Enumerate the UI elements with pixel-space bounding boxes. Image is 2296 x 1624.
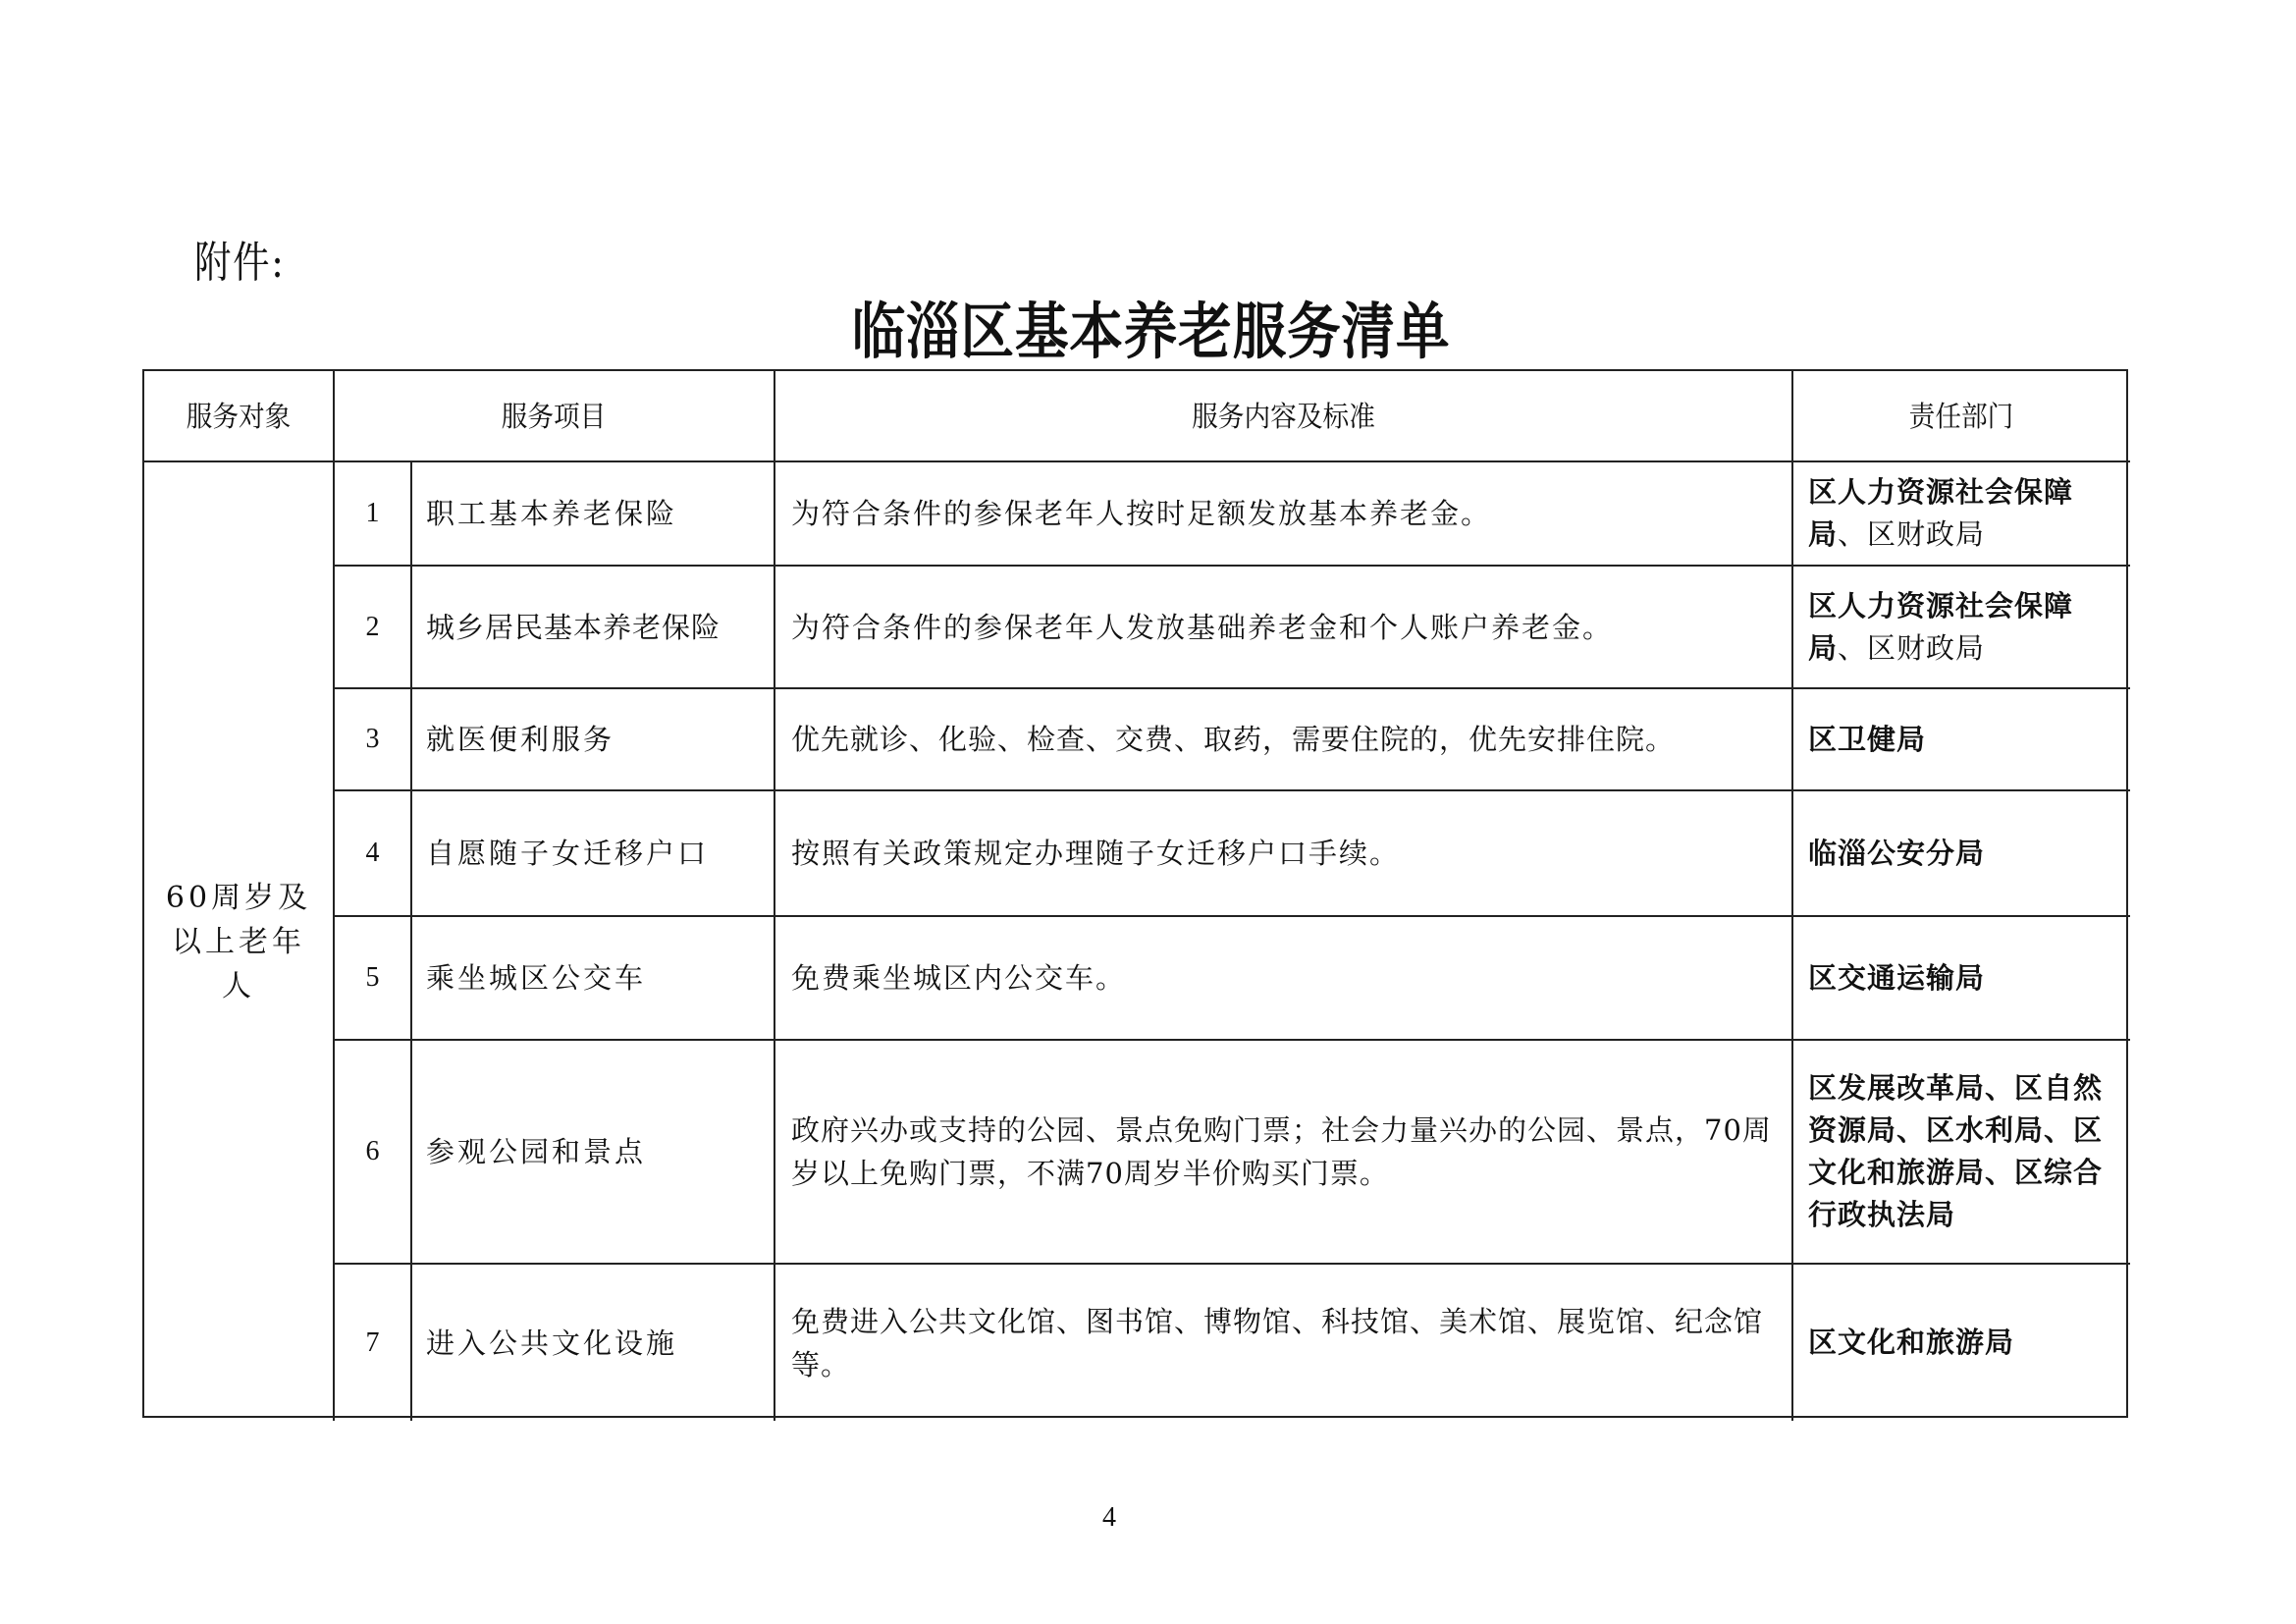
department-primary: 临淄公安分局 xyxy=(1808,836,1986,870)
row-number: 3 xyxy=(335,689,412,791)
responsible-department xyxy=(1793,462,2130,567)
service-item: 自愿随子女迁移户口 xyxy=(412,791,775,917)
service-item: 城乡居民基本养老保险 xyxy=(412,567,775,689)
document-title xyxy=(0,295,2296,369)
service-content: 为符合条件的参保老年人按时足额发放基本养老金。 xyxy=(775,462,1793,567)
service-content: 免费进入公共文化馆、图书馆、博物馆、科技馆、美术馆、展览馆、纪念馆等。 xyxy=(775,1265,1793,1421)
department-primary: 区卫健局 xyxy=(1808,722,1927,756)
department-primary: 区人力资源社会保障局 xyxy=(1808,588,2074,665)
responsible-department xyxy=(1793,1041,2130,1265)
header-service-target xyxy=(144,371,335,462)
header-department xyxy=(1793,371,2130,462)
responsible-department xyxy=(1793,917,2130,1041)
service-content: 免费乘坐城区内公交车。 xyxy=(775,917,1793,1041)
annex-label: 附件: xyxy=(194,238,286,288)
department-secondary: 、区财政局 xyxy=(1838,630,1986,665)
department-primary: 区发展改革局、区自然资源局、区水利局、区文化和旅游局、区综合行政执法局 xyxy=(1808,1071,2104,1231)
service-content: 按照有关政策规定办理随子女迁移户口手续。 xyxy=(775,791,1793,917)
responsible-department xyxy=(1793,567,2130,689)
header-service-content-label: 服务内容及标准 xyxy=(1192,399,1375,433)
service-content: 为符合条件的参保老年人发放基础养老金和个人账户养老金。 xyxy=(775,567,1793,689)
page-number: 4 xyxy=(1102,1502,1116,1533)
department-primary: 区文化和旅游局 xyxy=(1808,1326,2015,1359)
department-secondary: 、区财政局 xyxy=(1838,517,1986,551)
row-number: 6 xyxy=(335,1041,412,1265)
responsible-department xyxy=(1793,791,2130,917)
service-content: 政府兴办或支持的公园、景点免购门票；社会力量兴办的公园、景点，70周岁以上免购门票，不满70周岁半价购买门票。 xyxy=(775,1041,1793,1265)
service-item: 就医便利服务 xyxy=(412,689,775,791)
service-item: 进入公共文化设施 xyxy=(412,1265,775,1421)
service-content: 优先就诊、化验、检查、交费、取药，需要住院的，优先安排住院。 xyxy=(775,689,1793,791)
row-number: 7 xyxy=(335,1265,412,1421)
service-item: 参观公园和景点 xyxy=(412,1041,775,1265)
row-number: 5 xyxy=(335,917,412,1041)
row-number: 1 xyxy=(335,462,412,567)
header-service-content xyxy=(775,371,1793,462)
header-service-item-label: 服务项目 xyxy=(502,399,607,433)
header-service-item xyxy=(335,371,775,462)
header-service-target-label: 服务对象 xyxy=(186,399,292,433)
department-primary: 区人力资源社会保障局 xyxy=(1808,475,2074,551)
row-number: 2 xyxy=(335,567,412,689)
service-item: 乘坐城区公交车 xyxy=(412,917,775,1041)
row-number: 4 xyxy=(335,791,412,917)
department-primary: 区交通运输局 xyxy=(1808,960,1986,995)
responsible-department xyxy=(1793,689,2130,791)
target-group-cell: 60周岁及以上老年人 xyxy=(144,462,335,1421)
header-department-label: 责任部门 xyxy=(1909,399,2014,433)
responsible-department xyxy=(1793,1265,2130,1421)
service-list-table xyxy=(142,369,2128,1418)
document-title-text: 临淄区基本养老服务清单 xyxy=(851,296,1451,367)
service-item: 职工基本养老保险 xyxy=(412,462,775,567)
